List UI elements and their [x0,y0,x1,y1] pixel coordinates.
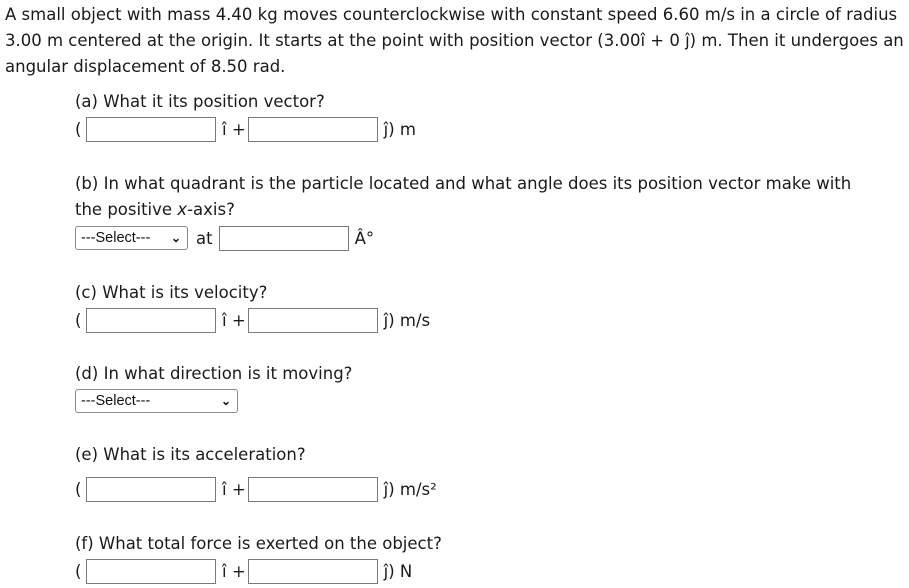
part-c-y-input[interactable] [248,308,378,333]
part-d-answer-row [75,388,238,414]
part-e-y-input[interactable] [248,477,378,502]
part-f-label: (f) What total force is exerted on the object? [75,534,442,553]
part-e-x-input[interactable] [86,477,216,502]
part-f-unit: ĵ) N [383,561,413,581]
part-b-label-line1: (b) In what quadrant is the particle located and what angle does its position vector make with [75,174,852,193]
problem-statement: A small object with mass 4.40 kg moves counterclockwise with constant speed 6.60 m/s in a circle of radius 3.00 m centered at the origin. It starts at the point with position vector (3.00î + 0 ĵ) m. Then it undergoes an angular displacement of 8.50 rad. [5,5,904,76]
open-paren: ( [75,119,82,139]
part-a-y-input[interactable] [248,117,378,142]
part-b-select-value: ---Select--- [81,230,151,246]
i-hat-plus: î + [222,119,246,139]
part-f-x-input[interactable] [86,559,216,584]
part-e-answer-row [75,476,441,502]
i-hat-plus: î + [222,310,246,330]
part-a-answer-row [75,116,420,142]
open-paren: ( [75,561,82,581]
i-hat-plus: î + [222,561,246,581]
part-c-x-input[interactable] [86,308,216,333]
part-e-label: (e) What is its acceleration? [75,445,306,464]
part-b-angle-input[interactable] [219,226,349,251]
part-d-select-value: ---Select--- [81,393,151,409]
i-hat-plus: î + [222,479,246,499]
part-b-quadrant-select[interactable] [75,226,188,250]
part-b-label-line2: the positive x-axis? [75,200,235,219]
at-text: at [196,228,213,248]
part-c-label: (c) What is its velocity? [75,283,268,302]
part-d-label: (d) In what direction is it moving? [75,364,353,383]
chevron-down-icon: ⌄ [170,231,181,245]
chevron-down-icon: ⌄ [220,394,231,408]
part-a-unit: ĵ) m [383,119,416,139]
part-c-answer-row [75,307,434,333]
part-a-label: (a) What it its position vector? [75,92,325,111]
part-f-y-input[interactable] [248,559,378,584]
part-c-unit: ĵ) m/s [383,310,431,330]
part-f-answer-row [75,558,416,584]
part-a-x-input[interactable] [86,117,216,142]
open-paren: ( [75,479,82,499]
open-paren: ( [75,310,82,330]
part-e-unit: ĵ) m/s² [383,479,437,499]
part-d-direction-select[interactable] [75,389,238,413]
part-b-answer-row [75,225,378,251]
part-b-unit: Â° [354,228,375,248]
